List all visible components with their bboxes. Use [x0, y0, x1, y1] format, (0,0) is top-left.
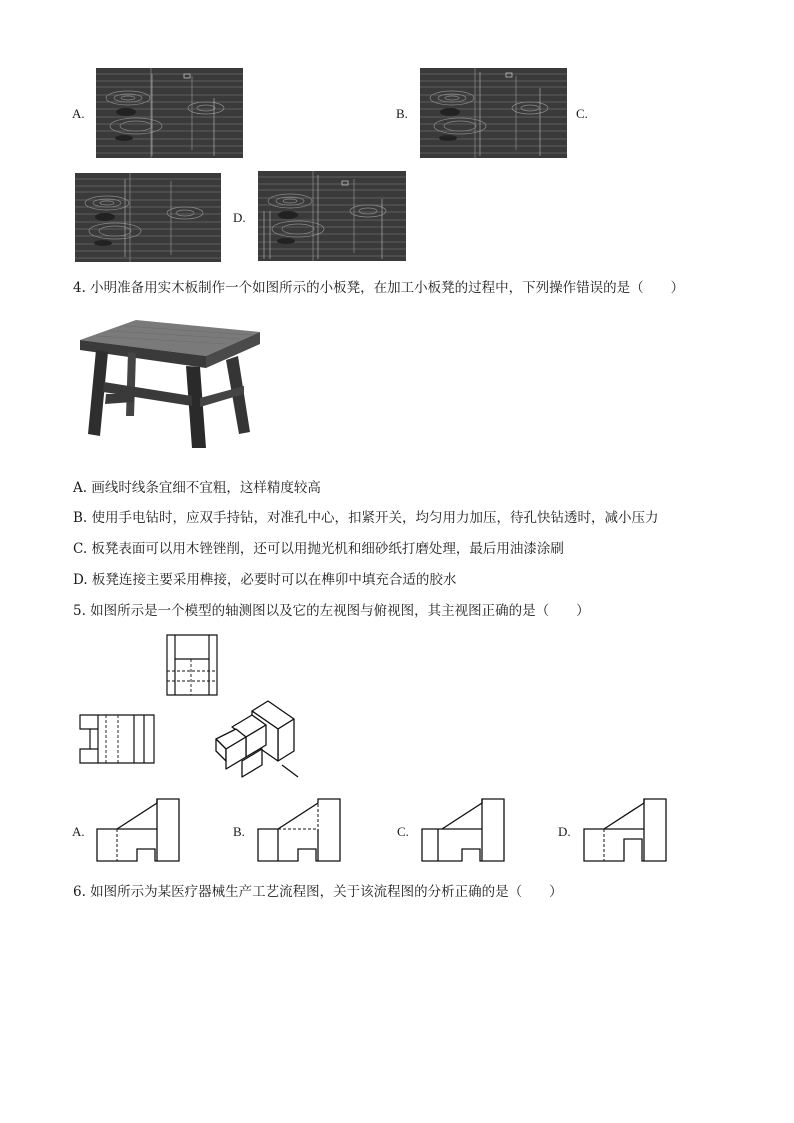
q5-isometric-drawing	[212, 695, 304, 781]
q5-option-b-drawing	[256, 797, 342, 863]
q3-option-b-label: B.	[396, 106, 408, 121]
q3-option-b-wood-image	[420, 68, 567, 158]
q5-option-c-label: C.	[397, 824, 409, 839]
q3-option-c-label: C.	[576, 106, 588, 121]
q5-left-view-drawing	[165, 633, 219, 697]
q5-option-b-label: B.	[233, 824, 245, 839]
q4-option-b: B. 使用手电钻时，应双手持钻，对准孔中心，扣紧开关，均匀用力加压，待孔快钻透时，减小压力	[73, 510, 659, 526]
q5-option-a-drawing	[95, 797, 181, 863]
q3-option-c-wood-image	[75, 173, 221, 262]
q5-option-d-drawing	[582, 797, 668, 863]
q3-option-a-label: A.	[72, 106, 85, 121]
q4-option-a: A. 画线时线条宜细不宜粗，这样精度较高	[73, 480, 321, 496]
q4-option-d: D. 板凳连接主要采用榫接，必要时可以在榫卯中填充合适的胶水	[73, 572, 457, 588]
q5-option-c-drawing	[420, 797, 506, 863]
q5-option-d-label: D.	[558, 824, 571, 839]
q4-option-c: C. 板凳表面可以用木锉锉削，还可以用抛光机和细砂纸打磨处理，最后用油漆涂刷	[73, 541, 564, 557]
q4-stool-image	[76, 312, 266, 452]
q4-stem: 4. 小明准备用实木板制作一个如图所示的小板凳，在加工小板凳的过程中，下列操作错误的是（ ）	[73, 280, 685, 296]
q5-top-view-drawing	[78, 713, 156, 765]
q3-option-d-wood-image	[258, 171, 406, 261]
q3-option-a-wood-image	[96, 68, 243, 158]
q6-stem: 6. 如图所示为某医疗器械生产工艺流程图，关于该流程图的分析正确的是（ ）	[73, 884, 563, 900]
q3-option-d-label: D.	[233, 210, 246, 225]
q5-option-a-label: A.	[72, 824, 85, 839]
q5-stem: 5. 如图所示是一个模型的轴测图以及它的左视图与俯视图，其主视图正确的是（ ）	[73, 603, 590, 619]
